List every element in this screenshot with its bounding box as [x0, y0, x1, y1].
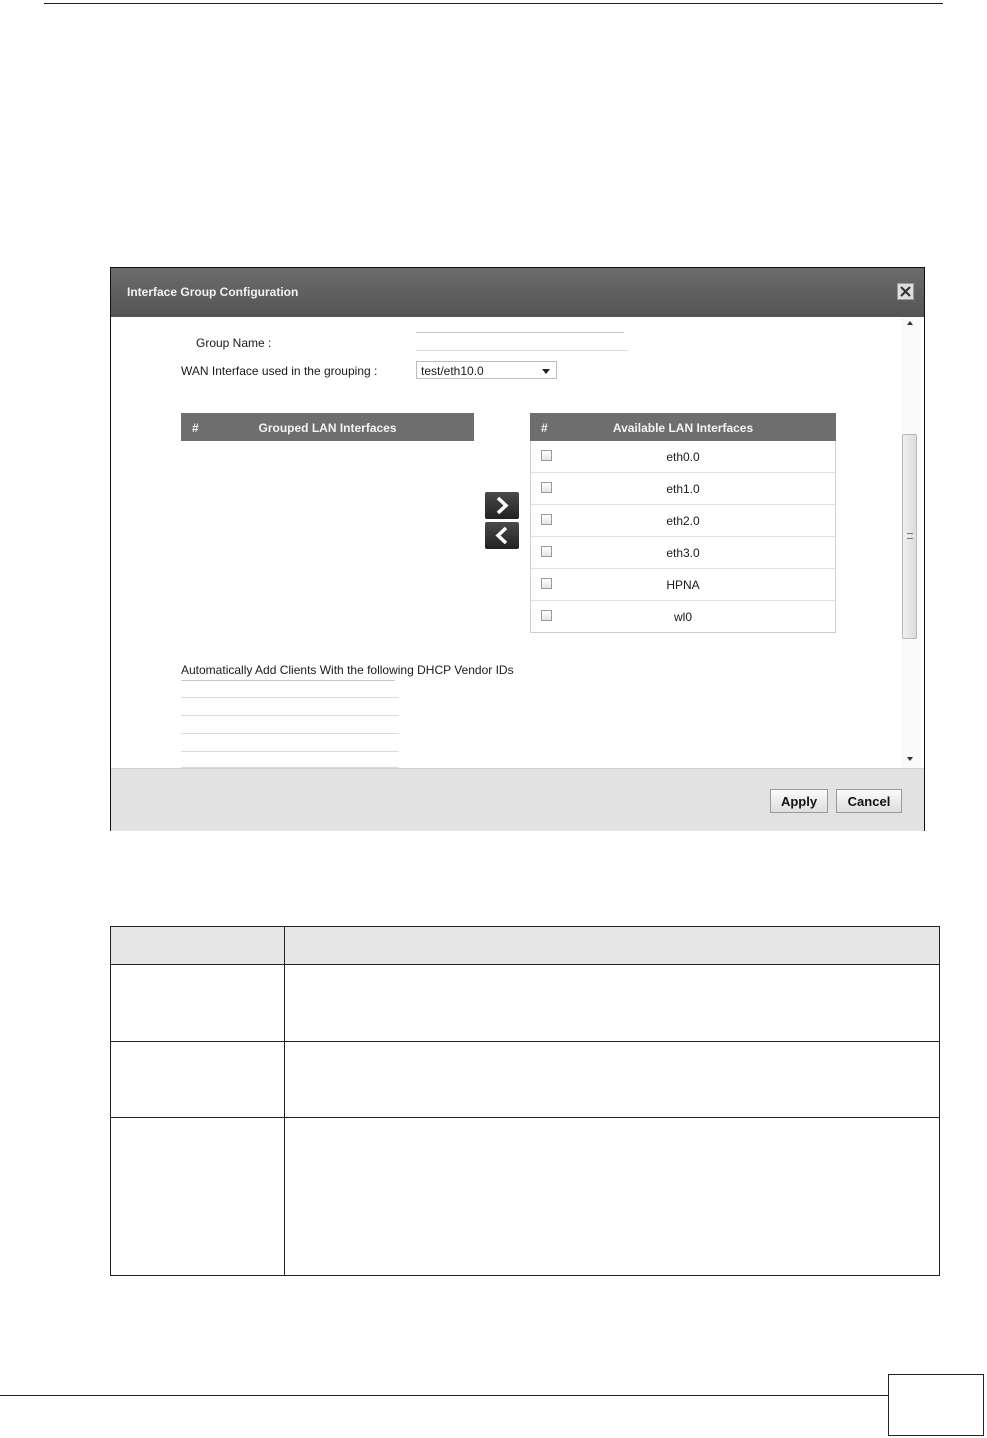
interface-name: wl0 [673, 610, 692, 624]
interface-name: eth3.0 [666, 546, 700, 560]
available-lan-row [531, 569, 835, 601]
available-lan-list [530, 441, 836, 633]
vendor-id-input[interactable] [181, 698, 399, 716]
available-hash-header: # [541, 421, 548, 435]
table-row [111, 965, 940, 1042]
wan-interface-select[interactable] [416, 361, 557, 379]
vendor-id-input[interactable] [181, 680, 399, 698]
dialog-scrollbar[interactable] [901, 317, 921, 768]
group-name-label: Group Name : [196, 336, 272, 350]
group-name-input[interactable] [416, 332, 628, 351]
interface-group-dialog [110, 267, 925, 831]
table-cell [285, 1042, 940, 1118]
wan-interface-value: test/eth10.0 [421, 364, 484, 378]
table-cell [285, 965, 940, 1042]
header-rule [44, 3, 943, 4]
table-header-row [111, 927, 940, 965]
dialog-title: Interface Group Configuration [127, 285, 299, 299]
table-cell [285, 1118, 940, 1276]
table-row [111, 1118, 940, 1276]
scroll-up-arrow-icon[interactable] [907, 321, 913, 325]
table-header-cell [285, 927, 940, 965]
available-lan-row [531, 473, 835, 505]
page-number-box [888, 1374, 984, 1436]
interface-name: eth1.0 [666, 482, 700, 496]
table-cell [111, 965, 285, 1042]
dialog-titlebar [111, 268, 924, 317]
cancel-button[interactable]: Cancel [836, 789, 902, 813]
available-lan-row [531, 505, 835, 537]
chevron-down-icon [542, 369, 550, 374]
grip-icon [907, 533, 913, 539]
table-row [111, 1042, 940, 1118]
vendor-id-top-line [181, 680, 395, 681]
interface-name: HPNA [666, 578, 700, 592]
available-lan-header [530, 413, 836, 441]
interface-name: eth0.0 [666, 450, 700, 464]
grouped-lan-title: Grouped LAN Interfaces [258, 421, 397, 435]
grouped-hash-header: # [192, 421, 199, 435]
chevron-right-icon [495, 497, 509, 514]
table-cell [111, 1042, 285, 1118]
footer-rule [0, 1395, 888, 1396]
chevron-left-icon [495, 527, 509, 544]
close-icon[interactable] [897, 283, 914, 300]
description-table [110, 926, 940, 1276]
available-lan-row [531, 441, 835, 473]
vendor-ids-label: Automatically Add Clients With the following DHCP Vendor IDs [181, 663, 514, 677]
dialog-footer [111, 768, 924, 831]
vendor-id-input[interactable] [181, 752, 399, 768]
table-header-cell [111, 927, 285, 965]
vendor-id-input[interactable] [181, 716, 399, 734]
remove-from-group-button[interactable] [485, 522, 519, 549]
available-lan-row [531, 601, 835, 632]
table-cell [111, 1118, 285, 1276]
scroll-down-arrow-icon[interactable] [907, 757, 913, 761]
scroll-thumb[interactable] [902, 434, 917, 639]
dialog-content [111, 317, 924, 768]
interface-name: eth2.0 [666, 514, 700, 528]
add-to-group-button[interactable] [485, 492, 519, 519]
available-lan-row [531, 537, 835, 569]
available-lan-title: Available LAN Interfaces [612, 421, 754, 435]
wan-interface-label: WAN Interface used in the grouping : [181, 364, 378, 378]
vendor-id-input[interactable] [181, 734, 399, 752]
apply-button[interactable]: Apply [770, 789, 828, 813]
group-name-field-top [416, 332, 624, 333]
grouped-lan-header [181, 413, 474, 441]
